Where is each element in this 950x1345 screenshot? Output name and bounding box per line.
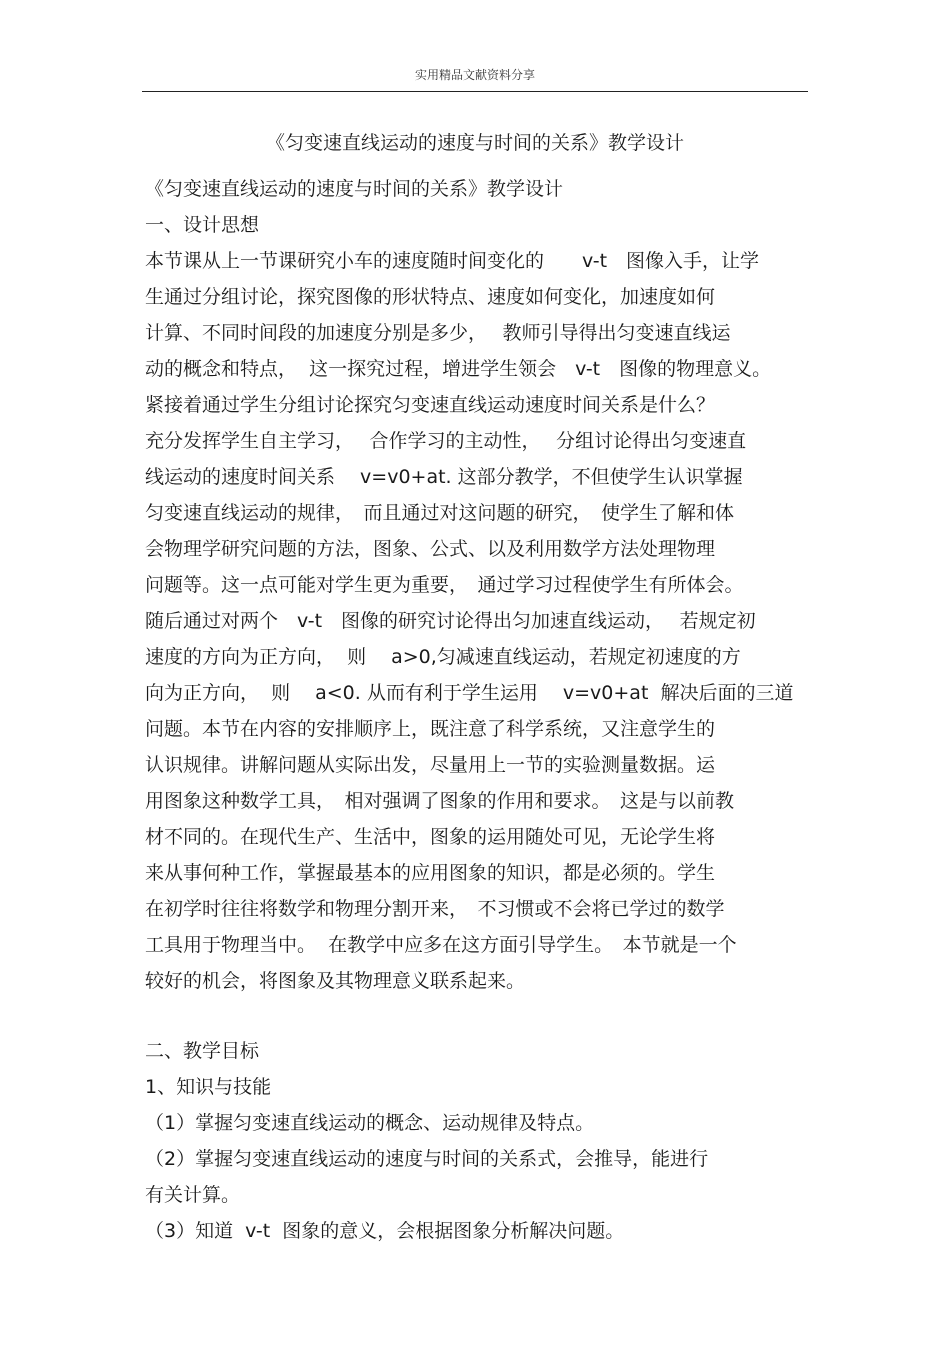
document-title: 《匀变速直线运动的速度与时间的关系》教学设计 [265, 132, 684, 154]
paragraph-line: 较好的机会，将图象及其物理意义联系起来。 [145, 970, 526, 992]
list-item: （1）掌握匀变速直线运动的概念、运动规律及特点。 [145, 1112, 595, 1134]
paragraph-line: 计算、不同时间段的加速度分别是多少， 教师引导得出匀变速直线运 [145, 322, 731, 344]
paragraph-line: 认识规律。讲解问题从实际出发，尽量用上一节的实验测量数据。运 [145, 754, 716, 776]
paragraph-line: 动的概念和特点， 这一探究过程，增进学生领会 v-t 图像的物理意义。 [145, 358, 772, 380]
page-header: 实用精品文献资料分享 [414, 68, 535, 82]
section-heading: 二、教学目标 [145, 1040, 260, 1062]
paragraph-line: 紧接着通过学生分组讨论探究匀变速直线运动速度时间关系是什么？ [145, 394, 716, 416]
list-item: （3）知道 v-t 图象的意义，会根据图象分析解决问题。 [145, 1220, 625, 1242]
paragraph-line: 材不同的。在现代生产、生活中，图象的运用随处可见，无论学生将 [145, 826, 716, 848]
paragraph-line: 在初学时往往将数学和物理分割开来， 不习惯或不会将已学过的数学 [145, 898, 725, 920]
paragraph-line: 充分发挥学生自主学习， 合作学习的主动性， 分组讨论得出匀变速直 [145, 430, 747, 452]
document-body [145, 171, 825, 1249]
paragraph-line: 向为正方向， 则 a<0. 从而有利于学生运用 v=v0+at 解决后面的三道 [145, 682, 794, 704]
paragraph-gap [145, 999, 825, 1033]
paragraph-line: 问题等。这一点可能对学生更为重要， 通过学习过程使学生有所体会。 [145, 574, 744, 596]
paragraph-line: 线运动的速度时间关系 v=v0+at. 这部分教学，不但使学生认识掌握 [145, 466, 743, 488]
paragraph-line: 《匀变速直线运动的速度与时间的关系》教学设计 [145, 178, 564, 200]
list-item: （2）掌握匀变速直线运动的速度与时间的关系式，会推导，能进行 [145, 1148, 709, 1170]
header-divider [142, 91, 808, 92]
subsection-heading: 1、知识与技能 [145, 1076, 272, 1098]
paragraph-line: 问题。本节在内容的安排顺序上，既注意了科学系统，又注意学生的 [145, 718, 716, 740]
paragraph-line: 本节课从上一节课研究小车的速度随时间变化的 v-t 图像入手，让学 [145, 250, 760, 272]
paragraph-line: 随后通过对两个 v-t 图像的研究讨论得出匀加速直线运动， 若规定初 [145, 610, 756, 632]
paragraph-line: 匀变速直线运动的规律， 而且通过对这问题的研究， 使学生了解和体 [145, 502, 735, 524]
paragraph-line: 来从事何种工作，掌握最基本的应用图象的知识，都是必须的。学生 [145, 862, 716, 884]
paragraph-line: 生通过分组讨论，探究图像的形状特点、速度如何变化，加速度如何 [145, 286, 716, 308]
section-heading: 一、设计思想 [145, 214, 260, 236]
list-item-continuation: 有关计算。 [145, 1184, 241, 1206]
paragraph-line: 速度的方向为正方向， 则 a>0,匀减速直线运动，若规定初速度的方 [145, 646, 741, 668]
paragraph-line: 用图象这种数学工具， 相对强调了图象的作用和要求。 这是与以前教 [145, 790, 735, 812]
paragraph-line: 会物理学研究问题的方法，图象、公式、以及利用数学方法处理物理 [145, 538, 716, 560]
paragraph-line: 工具用于物理当中。 在教学中应多在这方面引导学生。 本节就是一个 [145, 934, 737, 956]
